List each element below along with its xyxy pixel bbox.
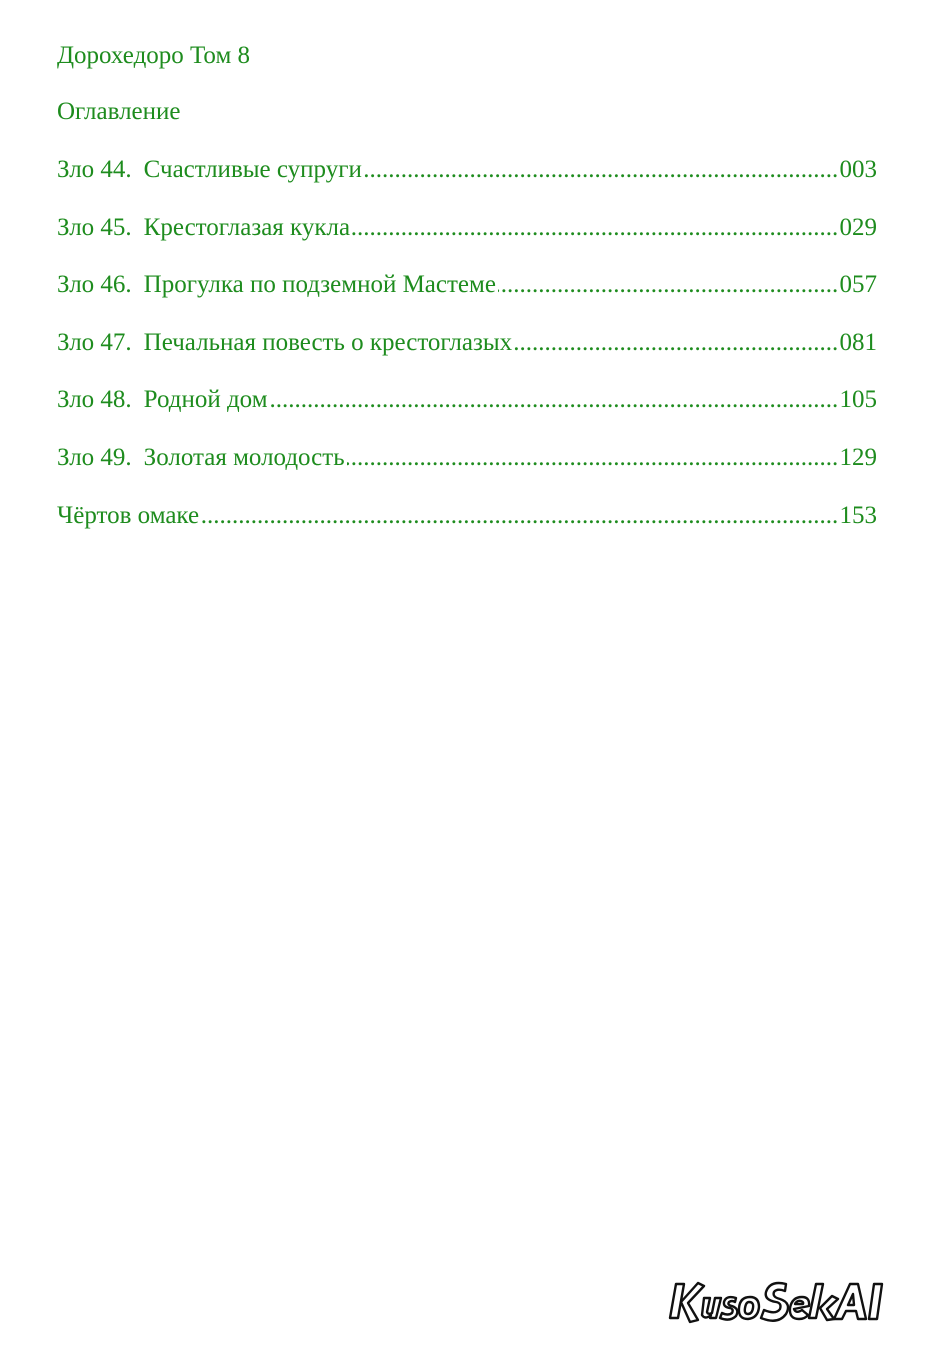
table-of-contents [57,154,877,557]
toc-entry [57,212,877,270]
toc-entry-text [57,502,201,529]
page-number: 081 [838,327,878,359]
toc-entry [57,384,877,442]
toc-entry [57,154,877,212]
chapter-number: Зло 44. [57,156,132,183]
toc-entry [57,327,877,385]
chapter-number: Зло 45. [57,213,132,241]
toc-heading: Оглавление [57,98,181,125]
kusosekai-logo [668,1278,900,1326]
chapter-title: Печальная повесть о крестоглазых [143,328,513,356]
toc-entry [57,442,877,500]
toc-entry-text [57,214,352,241]
page-number: 029 [838,212,878,244]
toc-entry [57,500,877,558]
document-title: Дорохедоро Том 8 [57,42,251,69]
toc-entry [57,269,877,327]
chapter-number: Зло 46. [57,271,132,299]
toc-entry-text [57,271,498,298]
page-number: 153 [838,500,878,532]
chapter-number: Зло 48. [57,386,132,414]
toc-entry-text [57,329,514,356]
chapter-number: Зло 49. [57,443,132,471]
chapter-title: Счастливые супруги [143,156,362,183]
toc-entry-text [57,156,364,183]
page-number: 105 [838,384,878,416]
toc-entry-text [57,386,270,413]
page-number: 057 [838,269,878,301]
chapter-number: Зло 47. [57,328,132,356]
chapter-title: Золотая молодость [143,443,345,471]
page-number: 003 [838,154,878,186]
toc-entry-text [57,444,347,471]
chapter-title: Прогулка по подземной Мастеме [143,271,496,299]
chapter-title: Крестоглазая кукла [143,213,351,241]
page-number: 129 [838,442,878,474]
chapter-title: Чёртов омаке [57,501,200,529]
chapter-title: Родной дом [143,386,268,414]
